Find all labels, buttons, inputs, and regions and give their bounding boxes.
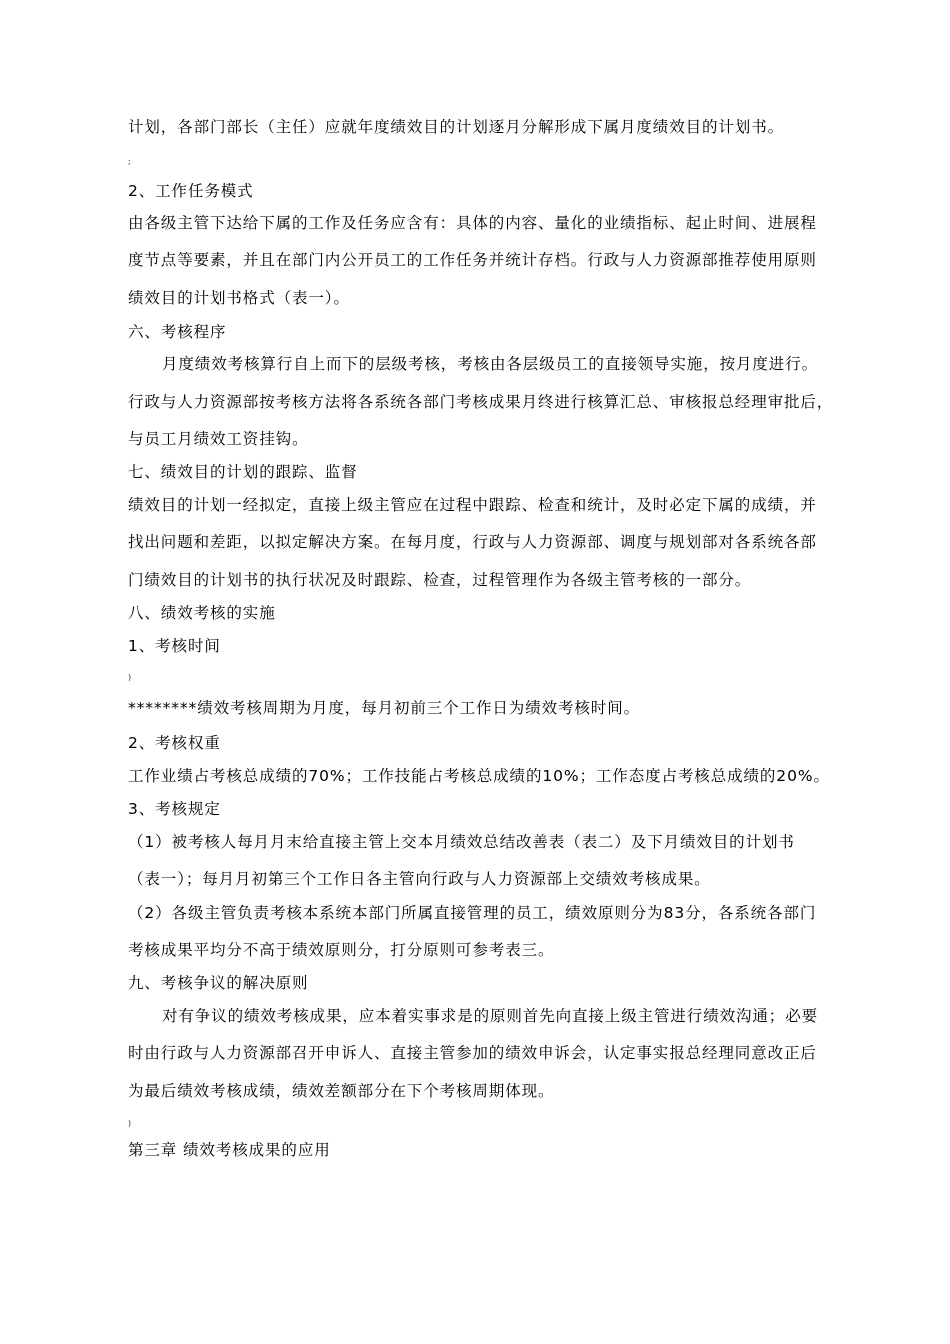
paragraph-line: 对有争议的绩效考核成果，应本着实事求是的原则首先向直接上级主管进行绩效沟通；必要 bbox=[162, 1007, 819, 1025]
stray-mark: ) bbox=[128, 1119, 132, 1128]
section-heading: 九、考核争议的解决原则 bbox=[128, 974, 309, 992]
paragraph-line: 由各级主管下达给下属的工作及任务应含有：具体的内容、量化的业绩指标、起止时间、进展程 bbox=[128, 214, 817, 232]
stray-mark: ) bbox=[128, 673, 132, 682]
paragraph-line: 度节点等要素，并且在部门内公开员工的工作任务并统计存档。行政与人力资源部推荐使用原则 bbox=[128, 251, 817, 269]
section-heading: 2、工作任务模式 bbox=[128, 182, 254, 200]
stray-mark: ; bbox=[128, 157, 131, 166]
chapter-heading: 第三章 绩效考核成果的应用 bbox=[128, 1141, 331, 1159]
section-heading: 2、考核权重 bbox=[128, 734, 221, 752]
section-heading: 七、绩效目的计划的跟踪、监督 bbox=[128, 463, 358, 481]
paragraph-line: 找出问题和差距，以拟定解决方案。在每月度，行政与人力资源部、调度与规划部对各系统各部 bbox=[128, 533, 817, 551]
paragraph-line: 门绩效目的计划书的执行状况及时跟踪、检查，过程管理作为各级主管考核的一部分。 bbox=[128, 571, 752, 589]
paragraph-line: （表一）；每月月初第三个工作日各主管向行政与人力资源部上交绩效考核成果。 bbox=[128, 870, 711, 888]
paragraph-line: 考核成果平均分不高于绩效原则分，打分原则可参考表三。 bbox=[128, 941, 555, 959]
paragraph-line: 为最后绩效考核成绩，绩效差额部分在下个考核周期体现。 bbox=[128, 1082, 555, 1100]
paragraph-line: 行政与人力资源部按考核方法将各系统各部门考核成果月终进行核算汇总、审核报总经理审批后， bbox=[128, 393, 834, 411]
paragraph-line: 计划，各部门部长（主任）应就年度绩效目的计划逐月分解形成下属月度绩效目的计划书。 bbox=[128, 118, 785, 136]
paragraph-line: 工作业绩占考核总成绩的70%；工作技能占考核总成绩的10%；工作态度占考核总成绩的20%。 bbox=[128, 767, 830, 785]
paragraph-line: 绩效目的计划一经拟定，直接上级主管应在过程中跟踪、检查和统计，及时必定下属的成绩，并 bbox=[128, 496, 817, 514]
section-heading: 3、考核规定 bbox=[128, 800, 221, 818]
paragraph-line: 月度绩效考核算行自上而下的层级考核，考核由各层级员工的直接领导实施，按月度进行。 bbox=[162, 355, 819, 373]
paragraph-line: 时由行政与人力资源部召开申诉人、直接主管参加的绩效申诉会，认定事实报总经理同意改正后 bbox=[128, 1044, 817, 1062]
paragraph-line: 与员工月绩效工资挂钩。 bbox=[128, 430, 309, 448]
section-heading: 六、考核程序 bbox=[128, 323, 227, 341]
paragraph-line: ********绩效考核周期为月度，每月初前三个工作日为绩效考核时间。 bbox=[128, 699, 641, 717]
section-heading: 八、绩效考核的实施 bbox=[128, 604, 276, 622]
paragraph-line: （1）被考核人每月月末给直接主管上交本月绩效总结改善表（表二）及下月绩效目的计划书 bbox=[128, 833, 795, 851]
section-heading: 1、考核时间 bbox=[128, 637, 221, 655]
paragraph-line: 绩效目的计划书格式（表一）。 bbox=[128, 289, 350, 307]
paragraph-line: （2）各级主管负责考核本系统本部门所属直接管理的员工，绩效原则分为83分，各系统各部门 bbox=[128, 904, 817, 922]
